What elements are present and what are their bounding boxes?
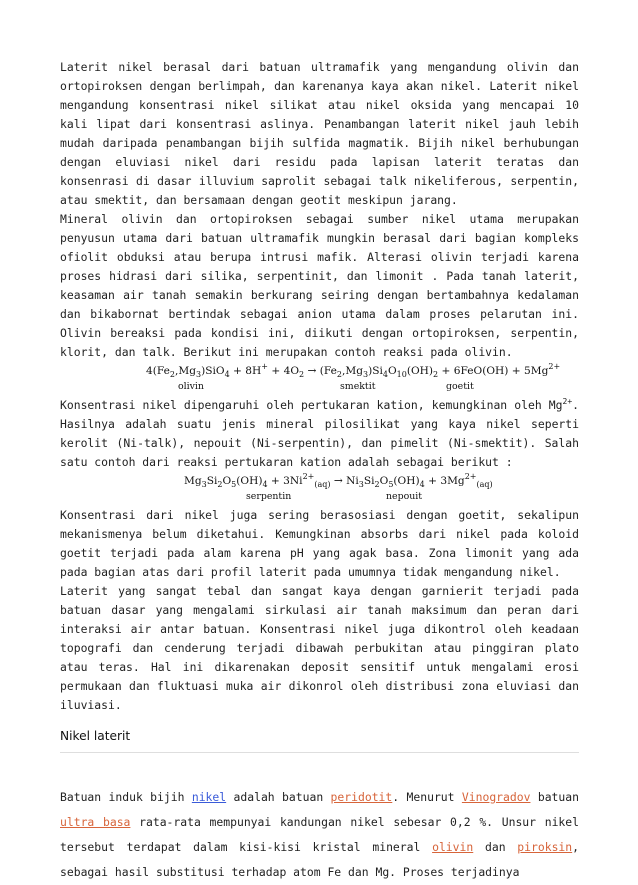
label-serpentin: serpentin bbox=[246, 491, 292, 502]
text-segment: adalah batuan bbox=[226, 790, 331, 804]
equation-cation-labels bbox=[60, 489, 579, 506]
link-nikel[interactable]: nikel bbox=[191, 790, 227, 804]
text-segment: batuan bbox=[530, 790, 579, 804]
section-heading-nikel-laterit: Nikel laterit bbox=[60, 729, 131, 743]
link-peridotit[interactable]: peridotit bbox=[330, 790, 393, 804]
paragraph-laterit-intro: Laterit nikel berasal dari batuan ultramafik yang mengandung olivin dan ortopiroksen dengan berlimpah, dan karenanya kaya akan nikel. Laterit nikel mengandung konsentrasi nikel silikat atau nikel oksida yang mencapai 10 kali lipat dari konsentrasi aslinya. Penambangan laterit nikel jauh lebih mudah daripada penambangan bijih sulfida magmatik. Bijih nikel berhubungan dengan eluviasi nikel dari residu pada lapisan laterit teratas dan konsenrasi di dasar illuvium saprolit sebagai talk nikeliferous, serpentin, atau smektit, dan bersamaan dengan geotit meskipun jarang. bbox=[60, 60, 579, 207]
paragraph-cation-exchange-start: Konsentrasi nikel dipengaruhi oleh pertukaran kation, kemungkinan oleh Mg bbox=[60, 398, 563, 412]
link-piroksin[interactable]: piroksin bbox=[517, 840, 573, 854]
paragraph-garnierit: Laterit yang sangat tebal dan sangat kaya dengan garnierit terjadi pada batuan dasar yang mengalami sirkulasi air tanah maksimum dan peran dari interaksi air antar batuan. Konsentrasi nikel juga dikontrol oleh keadaan topografi dan cenderung terjadi dibawah perbukitan atau pinggiran plato atau teras. Hal ini dikarenakan deposit sensitif untuk mengalami erosi permukaan dan fluktuasi muka air dikonrol oleh distribusi zona eluviasi dan iluviasi. bbox=[60, 584, 579, 712]
equation-olivin-reaction bbox=[60, 362, 579, 379]
label-olivin: olivin bbox=[178, 381, 204, 392]
text-segment: Batuan induk bijih bbox=[60, 790, 192, 804]
document-page bbox=[60, 58, 579, 885]
label-nepouit: nepouit bbox=[386, 491, 423, 502]
text-segment: . Menurut bbox=[392, 790, 462, 804]
paragraph-cation-exchange-end: . Hasilnya adalah suatu jenis mineral pilosilikat yang kaya nikel seperti kerolit (Ni-talk), nepouit (Ni-serpentin), dan pimelit (Ni-smektit). Salah satu contoh dari reaksi pertukaran kation adalah sebagai berikut : bbox=[60, 398, 579, 469]
link-vinogradov[interactable]: Vinogradov bbox=[461, 790, 531, 804]
text-segment: dan bbox=[473, 840, 518, 854]
paragraph-olivin-minerals: Mineral olivin dan ortopiroksen sebagai sumber nikel utama merupakan penyusun utama dari batuan ultramafik mungkin berasal dari bagian kompleks ofiolit obduksi atau berupa intrusi mafik. Alterasi olivin terjadi karena proses hidrasi dari silika, serpentinit, dan limonit . Pada tanah laterit, keasaman air tanah semakin berkurang seiring dengan bertambahnya kedalaman dan bikabornat bertindak sebagai anion utama dalam proses pelarutan ini. Olivin bereaksi pada kondisi ini, diikuti dengan ortopiroksen, serpentin, klorit, dan talk. Berikut ini merupakan contoh reaksi pada olivin. bbox=[60, 212, 579, 359]
label-smektit: smektit bbox=[340, 381, 376, 392]
text-segment: rata-rata mempunyai kandungan nikel sebesar 0,2 %. Unsur nikel tersebut terdapat dalam kisi-kisi kristal mineral bbox=[60, 815, 579, 854]
equation-cation-exchange bbox=[60, 472, 579, 489]
paragraph-cation-exchange bbox=[60, 396, 579, 472]
label-goetit: goetit bbox=[446, 381, 474, 392]
link-ultra-basa[interactable]: ultra basa bbox=[60, 815, 131, 829]
equation-olivin-labels bbox=[60, 379, 579, 396]
paragraph-nikel-laterit bbox=[60, 785, 579, 885]
link-olivin[interactable]: olivin bbox=[432, 840, 474, 854]
equation-olivin-formula: $4(Fe_2,Mg_3)SiO_4 + 8H^+ + 4O_2 \to (Fe_2,Mg_3)Si_4O_{10}(OH)_2 + 6FeO(OH) + 5Mg^{2+}$ bbox=[146, 362, 561, 379]
paragraph-goetit: Konsentrasi dari nikel juga sering berasosiasi dengan goetit, sekalipun mekanismenya belum diketahui. Kemungkinan absorbs dari nikel pada koloid goetit terjadi pada alam karena pH yang agak basa. Zona limonit yang ada pada bagian atas dari profil laterit pada umumnya tidak mengandung nikel. bbox=[60, 508, 579, 579]
mg-charge-superscript: 2+ bbox=[562, 397, 573, 406]
text-segment: , sebagai hasil substitusi terhadap atom Fe dan Mg. Proses terjadinya bbox=[60, 840, 580, 879]
equation-cation-formula: $Mg_3Si_2O_5(OH)_4 + 3Ni^{2+}_{(aq)} \to Ni_3Si_2O_5(OH)_4 + 3Mg^{2+}_{(aq)}$ bbox=[184, 472, 493, 489]
section-divider bbox=[60, 752, 579, 753]
